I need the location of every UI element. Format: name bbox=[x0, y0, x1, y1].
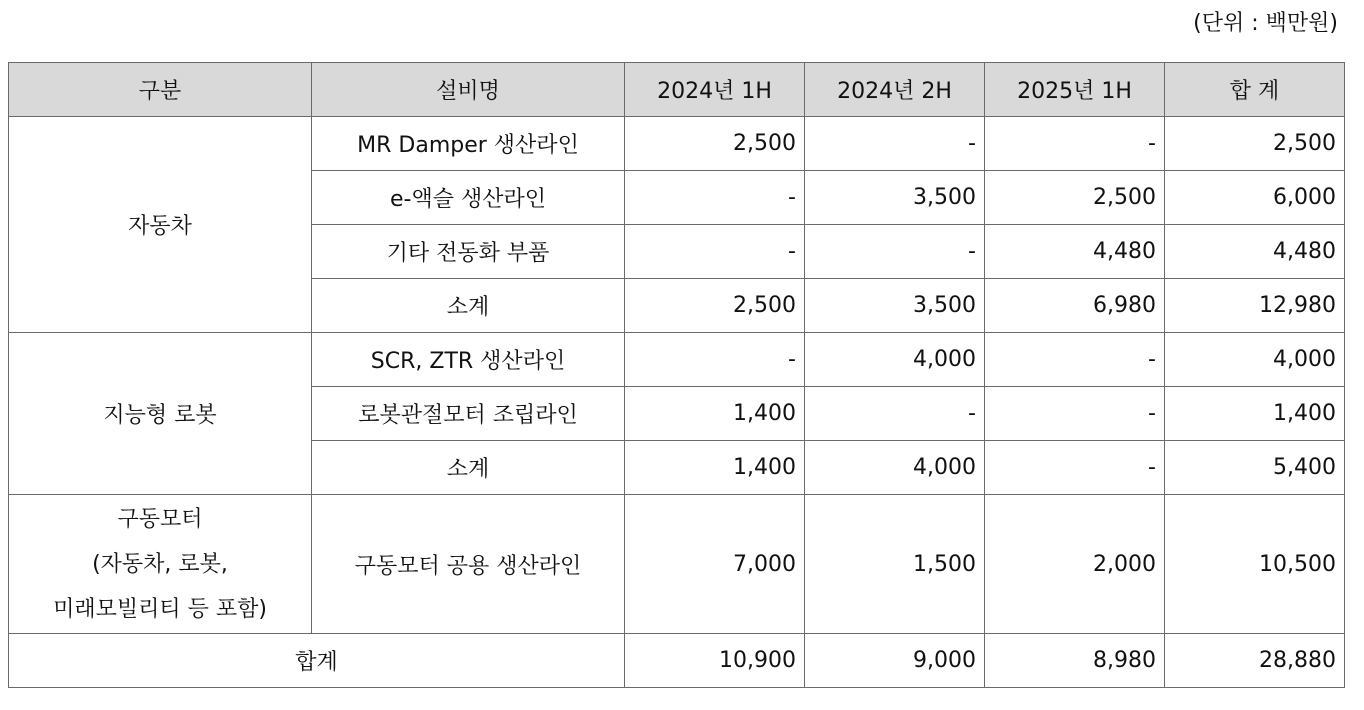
header-2024-2h: 2024년 2H bbox=[805, 63, 985, 117]
value-total: 2,500 bbox=[1165, 117, 1345, 171]
value-2024-1h: 10,900 bbox=[625, 634, 805, 688]
value-2024-2h: 4,000 bbox=[805, 333, 985, 387]
value-2025-1h: 8,980 bbox=[985, 634, 1165, 688]
header-equipment: 설비명 bbox=[312, 63, 625, 117]
equipment-name: SCR, ZTR 생산라인 bbox=[312, 333, 625, 387]
value-2025-1h: - bbox=[985, 441, 1165, 495]
value-2024-1h: - bbox=[625, 171, 805, 225]
header-category: 구분 bbox=[9, 63, 312, 117]
value-2024-1h: - bbox=[625, 225, 805, 279]
value-2024-1h: 7,000 bbox=[625, 495, 805, 634]
value-2025-1h: 4,480 bbox=[985, 225, 1165, 279]
equipment-name: 구동모터 공용 생산라인 bbox=[312, 495, 625, 634]
grand-total-row bbox=[9, 634, 1345, 688]
value-total: 5,400 bbox=[1165, 441, 1345, 495]
category-cell bbox=[9, 495, 312, 634]
equipment-name: e-액슬 생산라인 bbox=[312, 171, 625, 225]
header-2024-1h: 2024년 1H bbox=[625, 63, 805, 117]
category-line: (자동차, 로봇, bbox=[92, 551, 228, 577]
value-total: 12,980 bbox=[1165, 279, 1345, 333]
value-2025-1h: - bbox=[985, 117, 1165, 171]
value-2024-2h: 3,500 bbox=[805, 171, 985, 225]
header-2025-1h: 2025년 1H bbox=[985, 63, 1165, 117]
value-2024-1h: 1,400 bbox=[625, 441, 805, 495]
table-row bbox=[9, 117, 1345, 171]
value-2025-1h: - bbox=[985, 387, 1165, 441]
table-row bbox=[9, 495, 1345, 634]
header-total: 합 계 bbox=[1165, 63, 1345, 117]
value-2024-1h: 2,500 bbox=[625, 117, 805, 171]
equipment-name: 로봇관절모터 조립라인 bbox=[312, 387, 625, 441]
value-2024-2h: 4,000 bbox=[805, 441, 985, 495]
value-total: 6,000 bbox=[1165, 171, 1345, 225]
value-2024-2h: 3,500 bbox=[805, 279, 985, 333]
header-row bbox=[9, 63, 1345, 117]
value-2024-1h: 2,500 bbox=[625, 279, 805, 333]
investment-table bbox=[8, 62, 1345, 688]
equipment-name: 기타 전동화 부품 bbox=[312, 225, 625, 279]
value-total: 1,400 bbox=[1165, 387, 1345, 441]
value-2025-1h: 2,000 bbox=[985, 495, 1165, 634]
value-2024-2h: 9,000 bbox=[805, 634, 985, 688]
value-2024-2h: - bbox=[805, 387, 985, 441]
category-line: 미래모빌리티 등 포함) bbox=[53, 596, 267, 622]
value-2024-1h: - bbox=[625, 333, 805, 387]
category-cell: 자동차 bbox=[9, 117, 312, 333]
value-2025-1h: 6,980 bbox=[985, 279, 1165, 333]
subtotal-label: 소계 bbox=[312, 441, 625, 495]
value-total: 28,880 bbox=[1165, 634, 1345, 688]
value-2024-2h: - bbox=[805, 225, 985, 279]
grand-total-label: 합계 bbox=[9, 634, 625, 688]
value-2025-1h: 2,500 bbox=[985, 171, 1165, 225]
value-2024-2h: 1,500 bbox=[805, 495, 985, 634]
unit-note: (단위 : 백만원) bbox=[1193, 11, 1338, 36]
value-total: 10,500 bbox=[1165, 495, 1345, 634]
subtotal-label: 소계 bbox=[312, 279, 625, 333]
table-row bbox=[9, 333, 1345, 387]
value-2024-1h: 1,400 bbox=[625, 387, 805, 441]
equipment-name: MR Damper 생산라인 bbox=[312, 117, 625, 171]
category-line: 구동모터 bbox=[117, 506, 203, 532]
value-2024-2h: - bbox=[805, 117, 985, 171]
category-cell: 지능형 로봇 bbox=[9, 333, 312, 495]
value-total: 4,480 bbox=[1165, 225, 1345, 279]
value-total: 4,000 bbox=[1165, 333, 1345, 387]
value-2025-1h: - bbox=[985, 333, 1165, 387]
